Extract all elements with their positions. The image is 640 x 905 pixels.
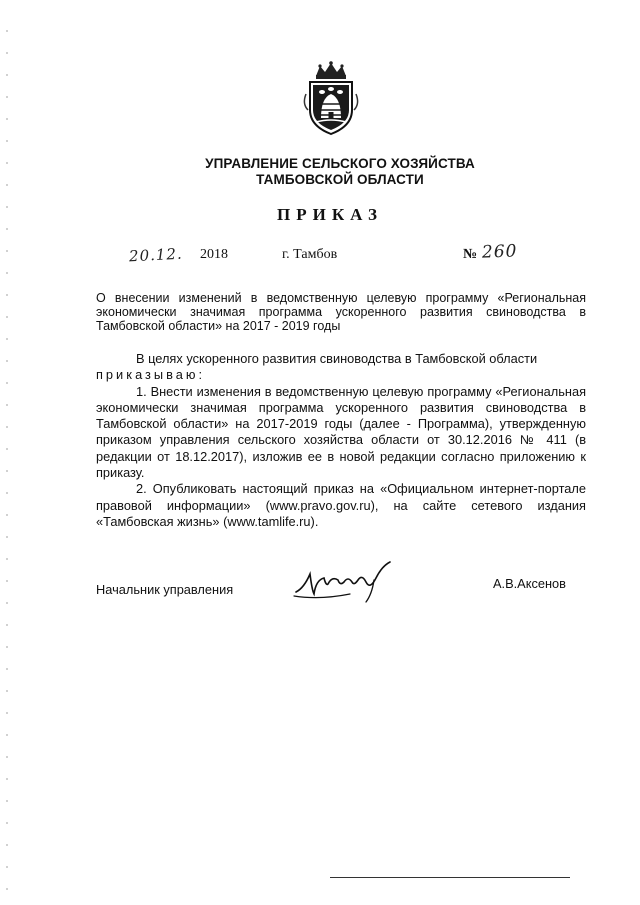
scan-margin-marks [6, 30, 8, 890]
signer-title: Начальник управления [96, 582, 234, 597]
signer-name: А.В.Аксенов [493, 576, 566, 591]
coat-of-arms-icon [298, 60, 364, 136]
order-item-1: 1. Внести изменения в ведомственную целевую программу «Региональная экономически значимая программа ускоренного развития свиноводства в Тамбовской области» на 2017-2019 годы (далее - Программа), утвержденную приказом управления сельского хозяйства области от 30.12.2016 № 411 (в редакции от 18.12.2017), изложив ее в новой редакции согласно приложению к приказу. [96, 383, 586, 481]
order-item-2: 2. Опубликовать настоящий приказ на «Официальном интернет-портале правовой информации» (www.pravo.gov.ru), на сайте сетевого издания «Тамбовская жизнь» (www.tamlife.ru). [96, 481, 586, 529]
handwritten-signature [290, 560, 400, 604]
number-label: № [463, 247, 478, 262]
org-name-line1: УПРАВЛЕНИЕ СЕЛЬСКОГО ХОЗЯЙСТВА [205, 156, 475, 171]
document-body [96, 351, 586, 530]
document-subject: О внесении изменений в ведомственную целевую программу «Региональная экономически значимая программа ускоренного развития свиноводства в Тамбовской области» на 2017 - 2019 годы [96, 291, 586, 333]
handwritten-number: 260 [481, 241, 518, 263]
footer-rule [330, 877, 570, 878]
org-name-line2: ТАМБОВСКОЙ ОБЛАСТИ [256, 172, 424, 187]
date-year: 2018 [200, 247, 228, 262]
order-word: приказываю: [96, 367, 206, 383]
city: г. Тамбов [282, 247, 338, 262]
preamble: В целях ускоренного развития свиноводства в Тамбовской области [136, 351, 538, 366]
handwritten-date: 20.12. [128, 244, 184, 266]
document-title: ПРИКАЗ [277, 205, 383, 224]
